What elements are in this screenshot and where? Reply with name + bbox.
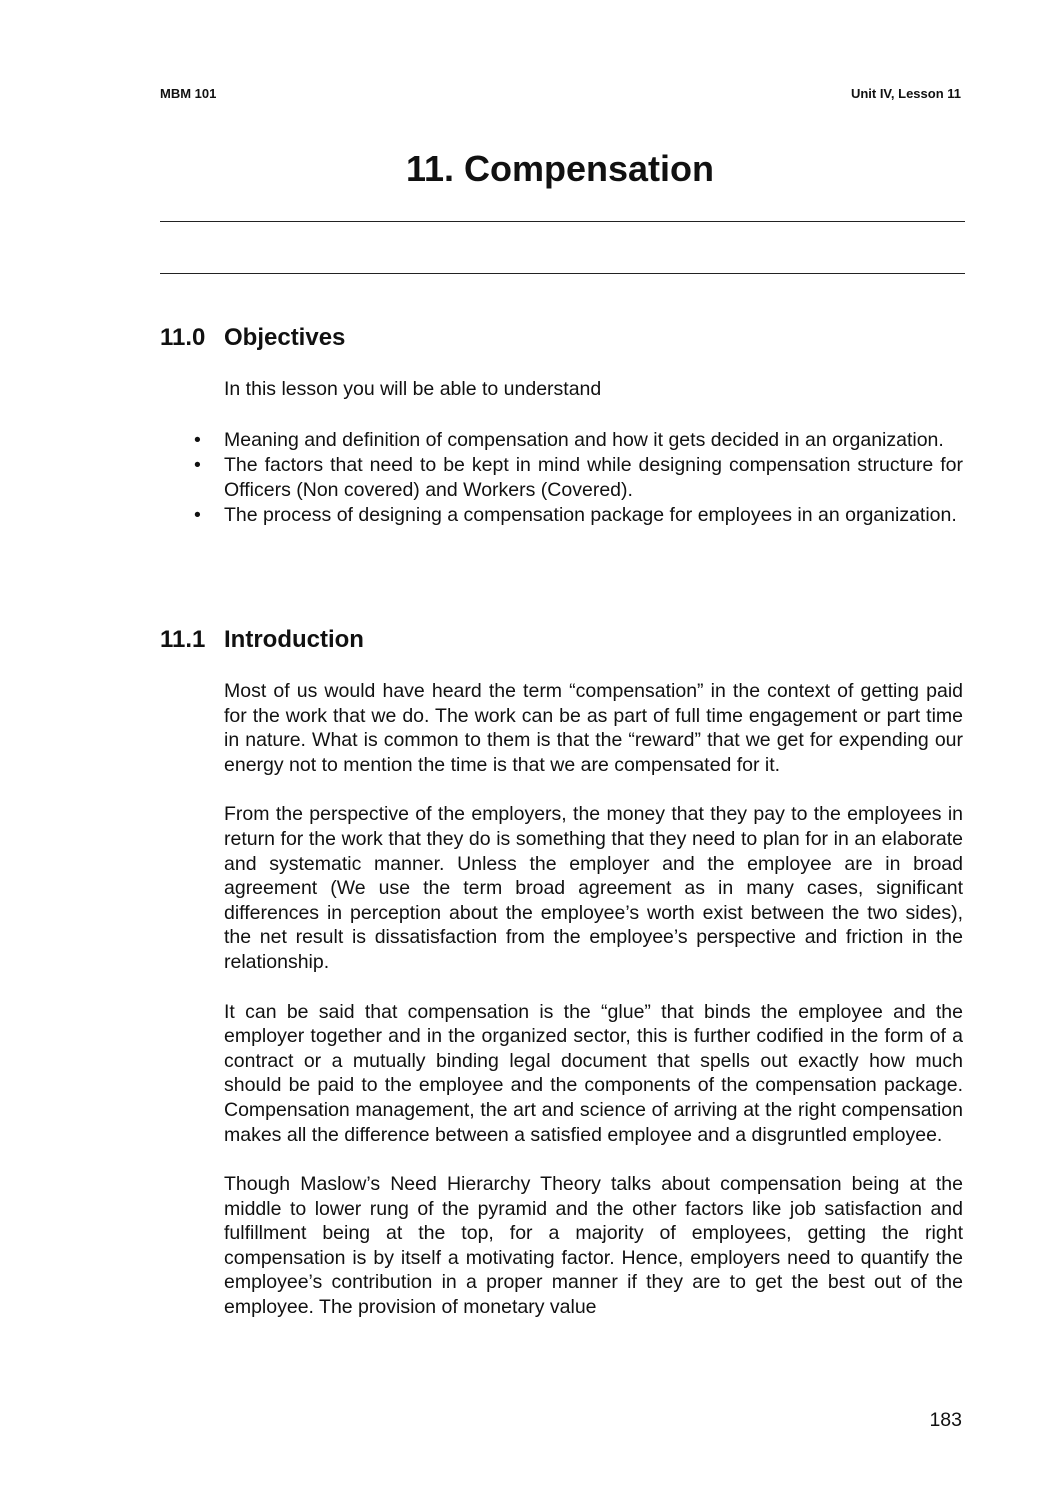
objectives-heading	[160, 324, 345, 352]
objective-item	[194, 428, 963, 453]
title-divider-bottom	[160, 273, 965, 274]
paragraph: Most of us would have heard the term “compensation” in the context of getting paid for the work that we do. The work can be as part of full time engagement or part time in nature. What is common to them is that the “reward” that we get for expending our energy not to mention the time is that we are compensated for it.	[224, 680, 963, 776]
objective-item	[194, 503, 963, 528]
bullet-icon: •	[194, 504, 201, 526]
bullet-icon: •	[194, 454, 201, 476]
title-divider-top	[160, 221, 965, 222]
objective-text: Meaning and definition of compensation and how it gets decided in an organization.	[224, 429, 944, 451]
bullet-icon: •	[194, 429, 201, 451]
objectives-list	[194, 428, 963, 528]
page-title: 11. Compensation	[405, 148, 715, 189]
paragraph: It can be said that compensation is the “glue” that binds the employee and the employer together and in the organized sector, this is further codified in the form of a contract or a mutually binding legal document that spells out exactly how much should be paid to the employee and the components of the compensation package. Compensation management, the art and science of arriving at the right compensation makes all the difference between a satisfied employee and a disgruntled employee.	[224, 1000, 963, 1146]
section-number: 11.1	[160, 626, 206, 653]
course-code-header: MBM 101	[160, 86, 217, 101]
objective-text: The factors that need to be kept in mind while designing compensation structure for Officers (Non covered) and Workers (Covered).	[224, 454, 963, 501]
objective-item	[194, 453, 963, 503]
objective-text: The process of designing a compensation package for employees in an organization.	[224, 504, 957, 526]
paragraph: From the perspective of the employers, the money that they pay to the employees in return for the work that they do is something that they need to plan for in an elaborate and systematic manner. Unless the employer and the employee are in broad agreement (We use the term broad agreement as in many cases, significant differences in perception about the employee’s worth exist between the two sides), the net result is dissatisfaction from the employee’s perspective and friction in the relationship.	[224, 803, 963, 973]
paragraph: Though Maslow’s Need Hierarchy Theory talks about compensation being at the middle to lower rung of the pyramid and the other factors like job satisfaction and fulfillment being at the top, for a majority of employees, getting the right compensation is by itself a motivating factor. Hence, employers need to quantify the employee’s contribution in a proper manner if they are to get the best out of the employee. The provision of monetary value	[224, 1173, 963, 1319]
introduction-body	[224, 679, 963, 1345]
section-title: Objectives	[224, 324, 346, 351]
unit-lesson-header: Unit IV, Lesson 11	[850, 86, 961, 101]
introduction-heading	[160, 626, 364, 654]
section-title: Introduction	[224, 626, 364, 653]
section-number: 11.0	[160, 324, 206, 351]
page-number: 183	[929, 1409, 962, 1431]
objectives-intro: In this lesson you will be able to understand	[224, 378, 602, 400]
